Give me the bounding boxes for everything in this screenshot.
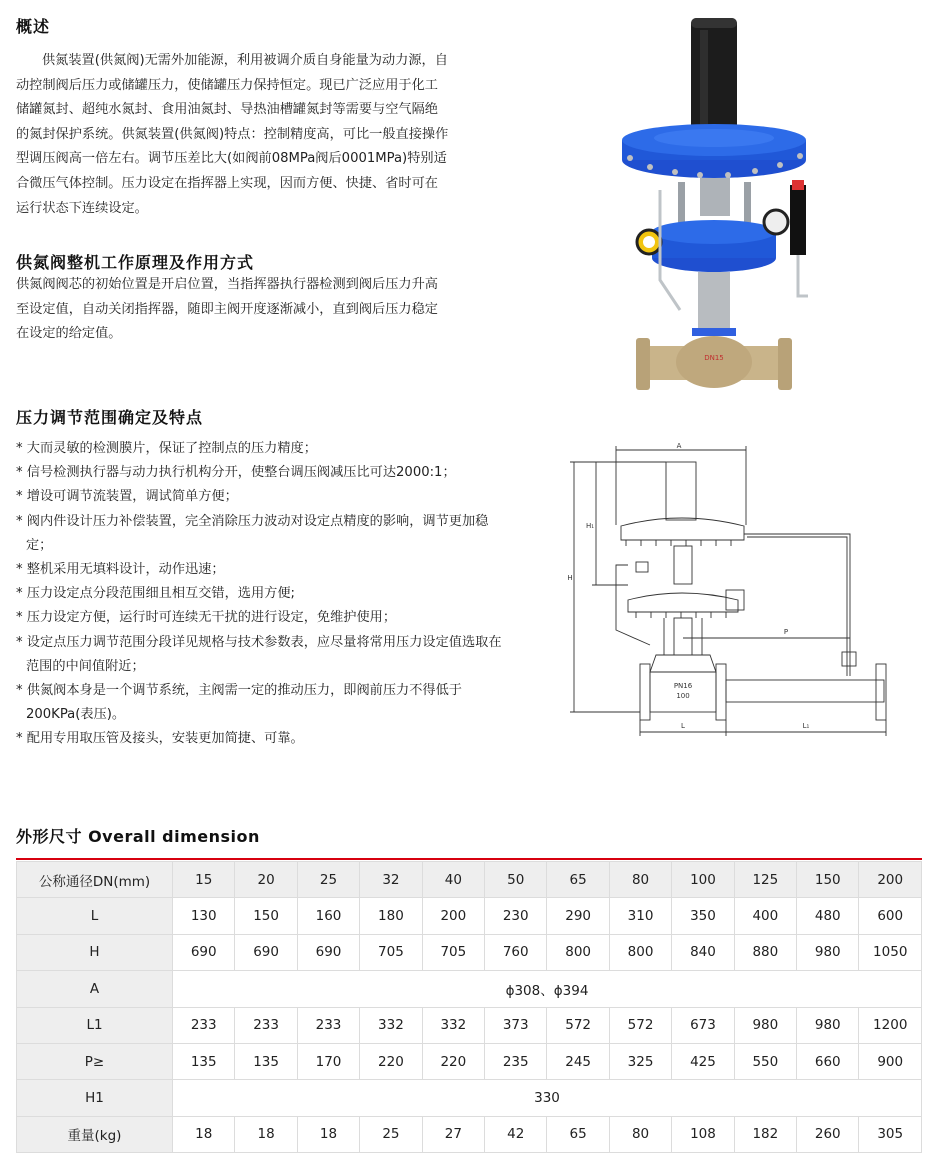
table-cell: 135: [235, 1043, 297, 1079]
header-cell: 32: [360, 862, 422, 898]
table-cell: 572: [609, 1007, 671, 1043]
body-pn: PN16: [673, 682, 693, 690]
label-h1: H₁: [585, 522, 595, 530]
features-list: [16, 437, 502, 752]
table-cell: 25: [360, 1116, 422, 1152]
feature-item: * 供氮阀本身是一个调节系统，主阀需一定的推动压力，即阀前压力不得低于200KPa(表压)。: [16, 679, 502, 727]
header-cell: 65: [547, 862, 609, 898]
overview-line: 合微压气体控制。压力设定在指挥器上实现，因而方便、快捷、省时可在: [16, 175, 438, 191]
table-cell: 182: [734, 1116, 796, 1152]
header-cell: 40: [422, 862, 484, 898]
table-cell: 690: [173, 934, 235, 970]
table-cell: 42: [485, 1116, 547, 1152]
body-marking: DN15: [704, 354, 724, 362]
table-cell: 480: [797, 898, 859, 934]
header-cell: 200: [859, 862, 922, 898]
overview-line: 供氮装置(供氮阀)无需外加能源，利用被调介质自身能量为动力源，自: [42, 53, 448, 68]
table-cell: 233: [297, 1007, 359, 1043]
table-cell: 1200: [859, 1007, 922, 1043]
table-cell: 705: [422, 934, 484, 970]
row-label: H: [17, 934, 173, 970]
header-cell: 20: [235, 862, 297, 898]
overview-line: 的氮封保护系统。供氮装置(供氮阀)特点：控制精度高，可比一般直接操作: [16, 126, 449, 142]
table-cell: 425: [672, 1043, 734, 1079]
feature-item: * 增设可调节流装置，调试简单方便；: [16, 485, 502, 509]
table-cell: 233: [173, 1007, 235, 1043]
table-cell: 150: [235, 898, 297, 934]
header-cell: 15: [173, 862, 235, 898]
filter-regulator: [790, 185, 806, 255]
label-l: L: [681, 722, 685, 730]
header-cell: 100: [672, 862, 734, 898]
table-cell: 18: [173, 1116, 235, 1152]
principle-line: 至设定值，自动关闭指挥器，随即主阀开度逐渐减小，直到阀后压力稳定: [16, 301, 438, 317]
feature-item: * 阀内件设计压力补偿装置，完全消除压力波动对设定点精度的影响，调节更加稳定；: [16, 510, 502, 558]
table-cell: 332: [360, 1007, 422, 1043]
table-cell: 980: [734, 1007, 796, 1043]
table-cell: 673: [672, 1007, 734, 1043]
body-dn: 100: [676, 692, 690, 700]
table-cell: 180: [360, 898, 422, 934]
table-row: [17, 934, 922, 970]
table-cell: 260: [797, 1116, 859, 1152]
table-cell: 980: [797, 934, 859, 970]
feature-item: * 设定点压力调节范围分段详见规格与技术参数表，应尽量将常用压力设定值选取在范围的中间值附近；: [16, 631, 502, 679]
row-label: P≥: [17, 1043, 173, 1079]
overview-line: 型调压阀高一倍左右。调节压差比大(如阀前08MPa阀后0001MPa)特别适: [16, 151, 447, 167]
valve-product-photo: [560, 10, 810, 400]
header-label: 公称通径DN(mm): [17, 862, 173, 898]
table-cell: 350: [672, 898, 734, 934]
table-cell-merged: 330: [173, 1080, 922, 1116]
table-cell: 200: [422, 898, 484, 934]
table-cell: 160: [297, 898, 359, 934]
table-cell: 373: [485, 1007, 547, 1043]
table-cell: 690: [297, 934, 359, 970]
row-label: L1: [17, 1007, 173, 1043]
table-cell: 290: [547, 898, 609, 934]
pressure-gauge-right: [764, 210, 788, 234]
table-cell: 980: [797, 1007, 859, 1043]
feature-item: * 配用专用取压管及接头，安装更加简捷、可靠。: [16, 727, 502, 751]
table-header-row: [17, 862, 922, 898]
table-cell: 65: [547, 1116, 609, 1152]
feature-item: * 压力设定方便，运行时可连续无干扰的进行设定，免维护使用；: [16, 606, 502, 630]
overview-line: 动控制阀后压力或储罐压力，使储罐压力保持恒定。现已广泛应用于化工: [16, 77, 438, 93]
header-cell: 25: [297, 862, 359, 898]
row-label: 重量(kg): [17, 1116, 173, 1152]
table-cell: 220: [360, 1043, 422, 1079]
table-cell: 880: [734, 934, 796, 970]
table-cell: 80: [609, 1116, 671, 1152]
table-cell: 800: [609, 934, 671, 970]
row-label: A: [17, 971, 173, 1007]
table-cell: 230: [485, 898, 547, 934]
table-row: [17, 898, 922, 934]
features-heading: 压力调节范围确定及特点: [16, 408, 204, 427]
header-cell: 125: [734, 862, 796, 898]
table-cell: 170: [297, 1043, 359, 1079]
table-cell: 108: [672, 1116, 734, 1152]
header-cell: 150: [797, 862, 859, 898]
table-cell: 705: [360, 934, 422, 970]
overview-line: 运行状态下连续设定。: [16, 200, 148, 216]
table-row: [17, 1043, 922, 1079]
table-cell: 220: [422, 1043, 484, 1079]
table-cell: 130: [173, 898, 235, 934]
table-row: [17, 971, 922, 1007]
table-cell: 760: [485, 934, 547, 970]
table-row: [17, 1116, 922, 1152]
overview-heading: 概述: [16, 17, 51, 36]
table-cell: 245: [547, 1043, 609, 1079]
table-cell: 660: [797, 1043, 859, 1079]
spring-housing: [691, 18, 737, 136]
table-cell: 840: [672, 934, 734, 970]
header-cell: 80: [609, 862, 671, 898]
table-cell: 900: [859, 1043, 922, 1079]
table-cell: 235: [485, 1043, 547, 1079]
overview-line: 储罐氮封、超纯水氮封、食用油氮封、导热油槽罐氮封等需要与空气隔绝: [16, 102, 438, 118]
table-row: [17, 1007, 922, 1043]
table-cell: 332: [422, 1007, 484, 1043]
table-cell: 135: [173, 1043, 235, 1079]
label-h: H: [567, 574, 573, 582]
feature-item: * 压力设定点分段范围细且相互交错，选用方便;: [16, 582, 502, 606]
table-cell: 305: [859, 1116, 922, 1152]
table-cell: 690: [235, 934, 297, 970]
table-cell: 1050: [859, 934, 922, 970]
feature-item: * 大而灵敏的检测膜片，保证了控制点的压力精度；: [16, 437, 502, 461]
table-cell: 233: [235, 1007, 297, 1043]
table-cell: 572: [547, 1007, 609, 1043]
table-cell: 600: [859, 898, 922, 934]
table-cell: 400: [734, 898, 796, 934]
table-cell: 18: [297, 1116, 359, 1152]
header-cell: 50: [485, 862, 547, 898]
row-label: H1: [17, 1080, 173, 1116]
table-cell: 310: [609, 898, 671, 934]
table-row: [17, 1080, 922, 1116]
feature-item: * 信号检测执行器与动力执行机构分开，使整台调压阀减压比可达2000:1；: [16, 461, 502, 485]
principle-line: 在设定的给定值。: [16, 326, 122, 342]
feature-item: * 整机采用无填料设计，动作迅速；: [16, 558, 502, 582]
label-p: P: [783, 628, 789, 636]
dimension-table: [16, 861, 922, 1153]
label-l1: L₁: [802, 722, 810, 730]
table-cell: 325: [609, 1043, 671, 1079]
title-underline: [16, 858, 922, 860]
table-cell: 800: [547, 934, 609, 970]
dimension-title: 外形尺寸 Overall dimension: [16, 827, 260, 846]
row-label: L: [17, 898, 173, 934]
principle-heading: 供氮阀整机工作原理及作用方式: [16, 253, 255, 272]
label-a: A: [676, 442, 682, 450]
principle-text: [16, 273, 498, 347]
principle-line: 供氮阀阀芯的初始位置是开启位置，当指挥器执行器检测到阀后压力升高: [16, 277, 438, 292]
table-cell: 27: [422, 1116, 484, 1152]
overview-text: [16, 49, 498, 221]
table-cell: 18: [235, 1116, 297, 1152]
table-cell: 550: [734, 1043, 796, 1079]
dimension-drawing: [566, 440, 896, 740]
table-cell-merged: ϕ308、ϕ394: [173, 971, 922, 1007]
